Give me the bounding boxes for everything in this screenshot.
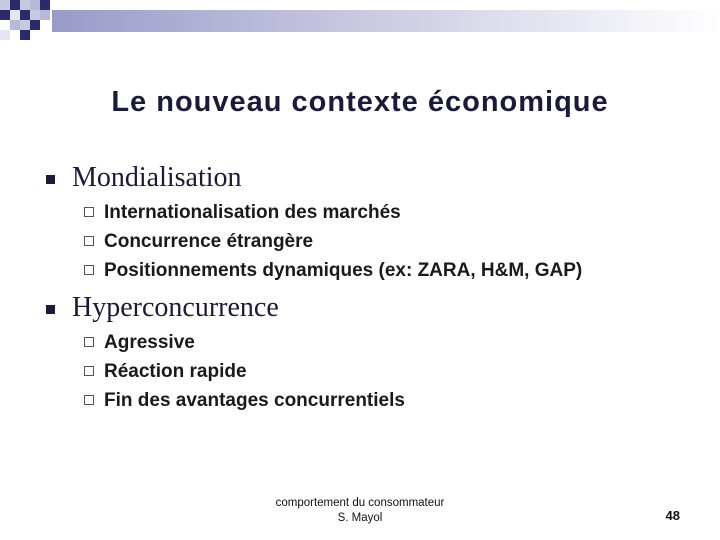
list-item: Concurrence étrangère <box>104 231 314 252</box>
hollow-square-icon <box>84 236 94 246</box>
header-decoration <box>0 0 720 50</box>
deco-square <box>40 10 50 20</box>
deco-square <box>0 0 10 10</box>
deco-square <box>20 10 30 20</box>
hollow-square-icon <box>84 265 94 275</box>
deco-square <box>40 0 50 10</box>
list-item: Positionnements dynamiques (ex: ZARA, H&M, GAP) <box>104 260 583 281</box>
deco-square <box>0 30 10 40</box>
filled-square-icon <box>46 175 55 184</box>
section-heading-hyperconcurrence: Hyperconcurrence <box>72 292 279 323</box>
hollow-square-icon <box>84 395 94 405</box>
deco-square <box>10 0 20 10</box>
deco-square <box>30 20 40 30</box>
deco-square <box>20 30 30 40</box>
footer-course-title: comportement du consommateur <box>275 497 445 509</box>
deco-square <box>10 20 20 30</box>
hollow-square-icon <box>84 337 94 347</box>
gradient-band <box>52 10 720 32</box>
list-item: Fin des avantages concurrentiels <box>104 390 405 411</box>
section-heading-mondialisation: Mondialisation <box>72 162 242 193</box>
list-item: Agressive <box>104 332 195 353</box>
footer-author: S. Mayol <box>337 512 383 524</box>
deco-square <box>20 20 30 30</box>
hollow-square-icon <box>84 366 94 376</box>
slide-title: Le nouveau contexte économique <box>111 86 609 118</box>
list-item: Réaction rapide <box>104 361 247 382</box>
deco-square <box>0 10 10 20</box>
slide-footer <box>240 496 480 526</box>
deco-square <box>30 0 40 10</box>
page-number: 48 <box>665 508 680 523</box>
deco-square <box>20 0 30 10</box>
list-item: Internationalisation des marchés <box>104 202 401 223</box>
hollow-square-icon <box>84 207 94 217</box>
deco-square <box>30 10 40 20</box>
deco-square <box>10 10 20 20</box>
filled-square-icon <box>46 305 55 314</box>
